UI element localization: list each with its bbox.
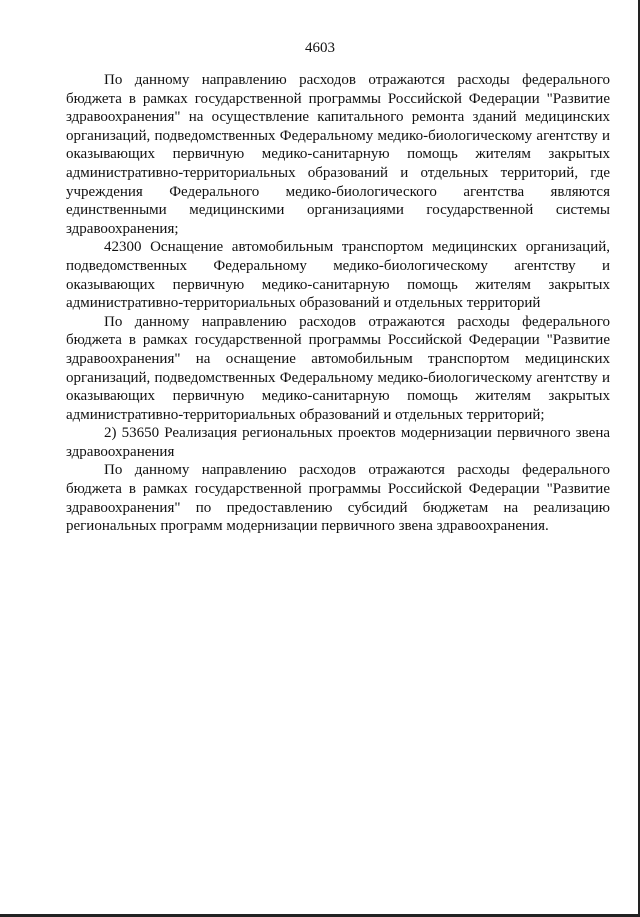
paragraph-code-42300-heading: 42300 Оснащение автомобильным транспортом медицинских организаций, подведомственных Федеральному медико-биологическому агентству и оказывающих первичную медико-санитарную помощь жителям закрытых административно-территориальных образований и отдельных территорий [66, 239, 610, 312]
paragraph-vehicle-equipment-expenses: По данному направлению расходов отражаются расходы федерального бюджета в рамках государственной программы Российской Федерации "Развитие здравоохранения" на оснащение автомобильным транспортом медицинских организаций, подведомственных Федеральному медико-биологическому агентству и оказывающих первичную медико-санитарную помощь жителям закрытых административно-территориальных образований и отдельных территорий; [66, 313, 610, 423]
paragraph-primary-care-modernization-expenses: По данному направлению расходов отражаются расходы федерального бюджета в рамках государственной программы Российской Федерации "Развитие здравоохранения" по предоставлению субсидий бюджетам на реализацию региональных программ модернизации первичного звена здравоохранения. [66, 462, 610, 535]
page-number: 4603 [305, 40, 335, 56]
paragraph-code-53650-heading: 2) 53650 Реализация региональных проектов модернизации первичного звена здравоохранения [66, 425, 610, 460]
document-body [66, 71, 610, 536]
paragraph-capital-repair-expenses: По данному направлению расходов отражаются расходы федерального бюджета в рамках государственной программы Российской Федерации "Развитие здравоохранения" на осуществление капитального ремонта зданий медицинских организаций, подведомственных Федеральному медико-биологическому агентству и оказывающих первичную медико-санитарную помощь жителям закрытых административно-территориальных образований и отдельных территорий, где учреждения Федерального медико-биологического агентства являются единственными медицинскими организациями государственной системы здравоохранения; [66, 72, 610, 237]
